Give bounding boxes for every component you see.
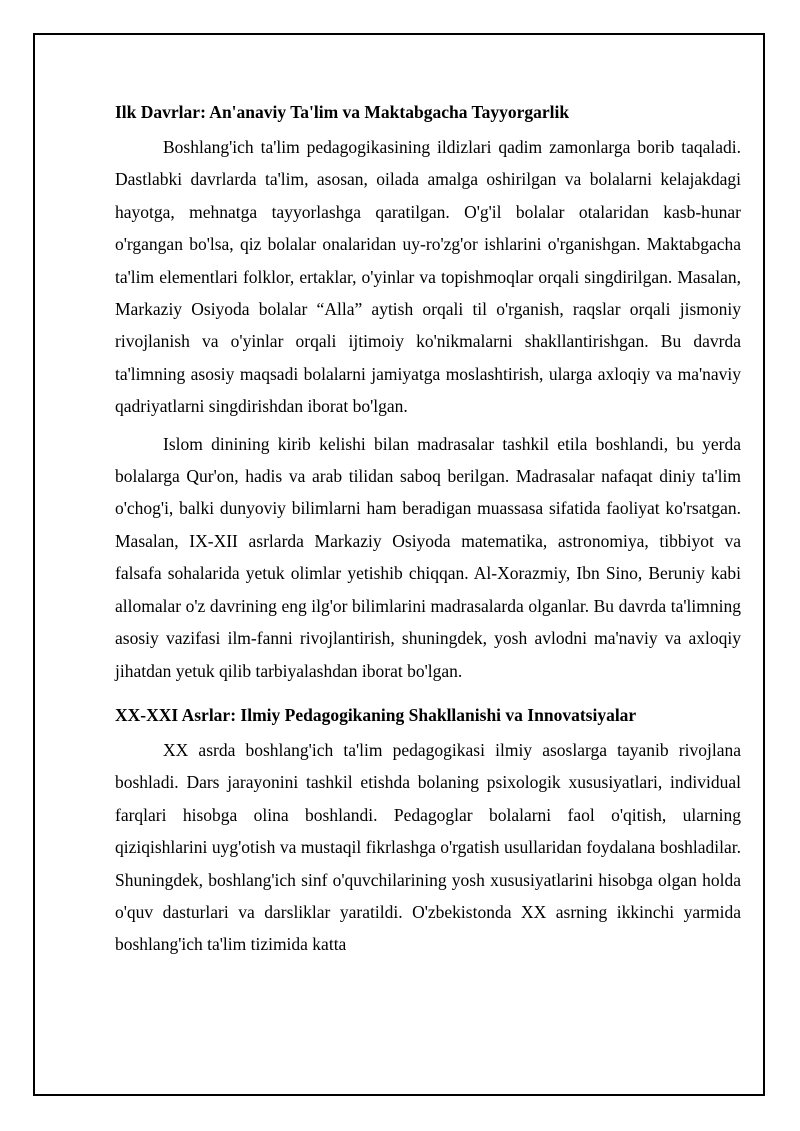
section-early-periods [115, 96, 741, 687]
paragraph: XX asrda boshlang'ich ta'lim pedagogikasi ilmiy asoslarga tayanib rivojlana boshladi. Dars jarayonini tashkil etishda bolaning psixologik xususiyatlari, individual farqlari hisobga olina boshlandi. Pedagoglar bolalarni faol o'qitish, ularning qiziqishlarini uyg'otish va mustaqil fikrlashga o'rgatish usullaridan foydalana boshladilar. Shuningdek, boshlang'ich sinf o'quvchilarining yosh xususiyatlarini hisobga olgan holda o'quv dasturlari va darsliklar yaratildi. O'zbekistonda XX asrning ikkinchi yarmida boshlang'ich ta'lim tizimida katta [115, 739, 741, 955]
paragraph: Boshlang'ich ta'lim pedagogikasining ildizlari qadim zamonlarga borib taqaladi. Dastlabki davrlarda ta'lim, asosan, oilada amalga oshirilgan va bolalarni kelajakdagi hayotga, mehnatga tayyorlashga qaratilgan. O'g'il bolalar otalaridan kasb-hunar o'rgangan bo'lsa, qiz bolalar onalaridan uy-ro'zg'or ishlarini o'rganishgan. Maktabgacha ta'lim elementlari folklor, ertaklar, o'yinlar va topishmoqlar orqali singdirilgan. Masalan, Markaziy Osiyoda bolalar “Alla” aytish orqali til o'rganish, raqslar orqali jismoniy rivojlanish va o'yinlar orqali ijtimoiy ko'nikmalarni shakllantirishgan. Bu davrda ta'limning asosiy maqsadi bolalarni jamiyatga moslashtirish, ularga axloqiy va ma'naviy qadriyatlarni singdirishdan iborat bo'lgan. [115, 137, 741, 417]
document-body [115, 96, 741, 961]
paragraph: Islom dinining kirib kelishi bilan madrasalar tashkil etila boshlandi, bu yerda bolalarga Qur'on, hadis va arab tilidan saboq berilgan. Madrasalar nafaqat diniy ta'lim o'chog'i, balki dunyoviy bilimlarni ham beradigan muassasa sifatida faoliyat ko'rsatgan. Masalan, IX-XII asrlarda Markaziy Osiyoda matematika, astronomiya, tibbiyot va falsafa sohalarida yetuk olimlar yetishib chiqqan. Al-Xorazmiy, Ibn Sino, Beruniy kabi allomalar o'z davrining eng ilg'or bilimlarini madrasalarda olganlar. Bu davrda ta'limning asosiy vazifasi ilm-fanni rivojlantirish, shuningdek, yosh avlodni ma'naviy va axloqiy jihatdan yetuk qilib tarbiyalashdan iborat bo'lgan. [115, 433, 741, 681]
section-heading: XX-XXI Asrlar: Ilmiy Pedagogikaning Shakllanishi va Innovatsiyalar [115, 704, 637, 725]
section-xx-xxi-centuries [115, 699, 741, 961]
section-heading: Ilk Davrlar: An'anaviy Ta'lim va Maktabgacha Tayyorgarlik [115, 102, 570, 122]
